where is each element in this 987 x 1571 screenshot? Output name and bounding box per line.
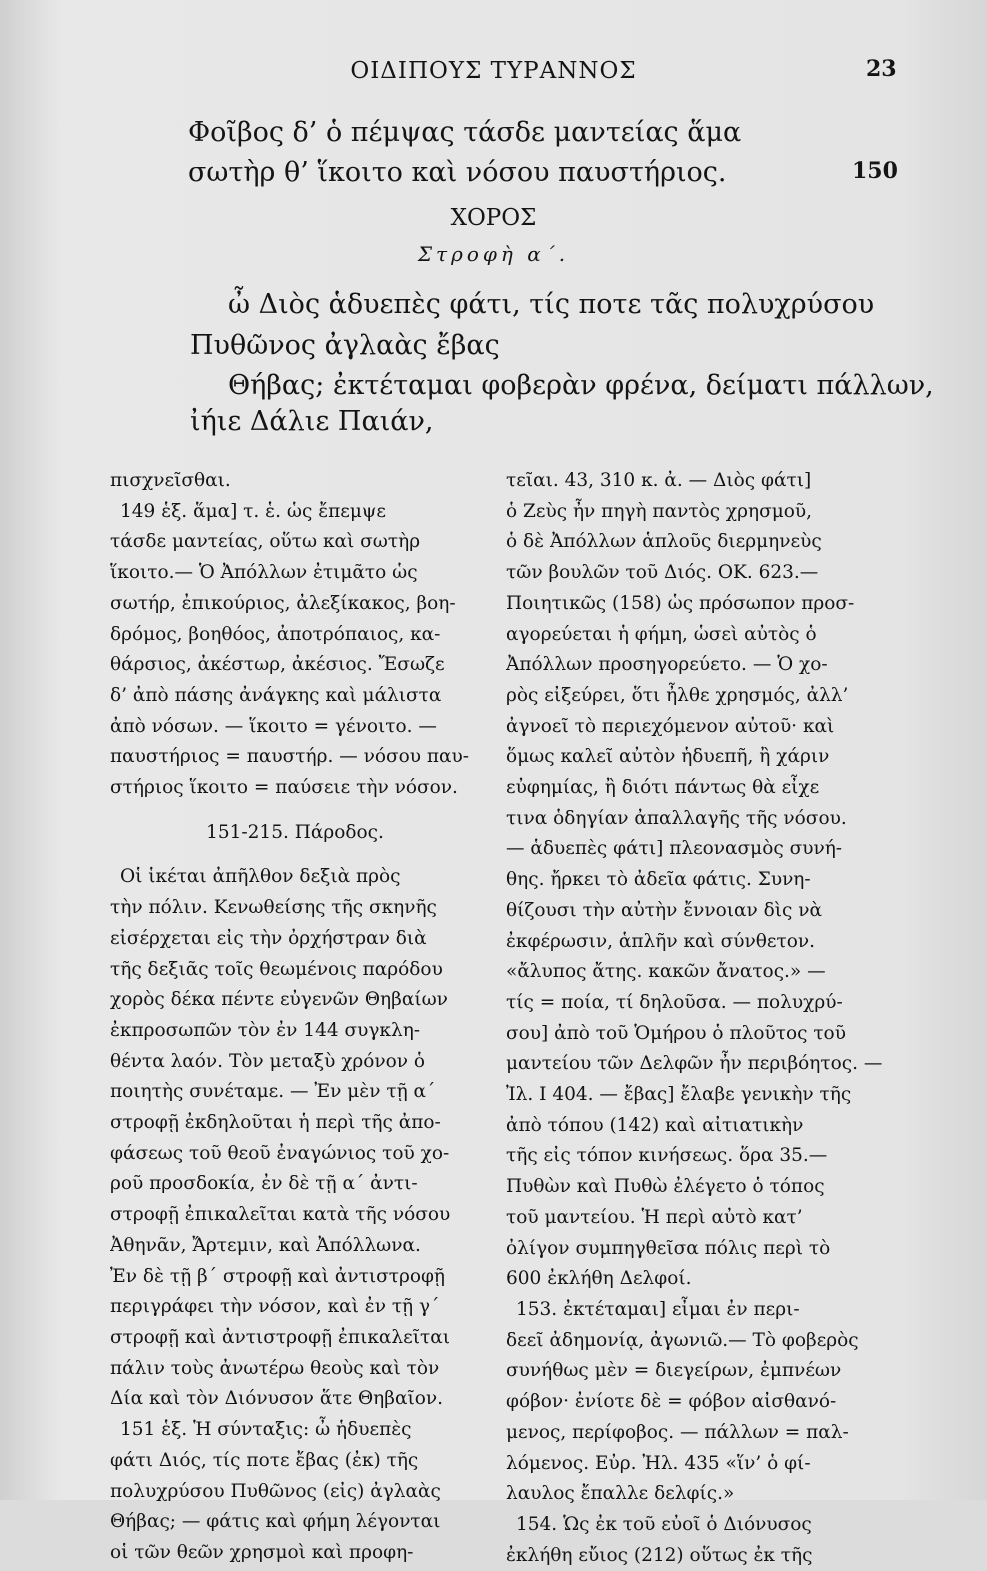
commentary-line: τάσδε μαντείας, οὕτω καὶ σωτὴρ <box>110 531 421 553</box>
commentary-line: σου] ἀπὸ τοῦ Ὁμήρου ὁ πλοῦτος τοῦ <box>506 1022 846 1044</box>
commentary-line: Θήβας; — φάτις καὶ φήμη λέγονται <box>110 1511 441 1533</box>
commentary-line: τῆς δεξιᾶς τοῖς θεωμένοις παρόδου <box>110 958 443 980</box>
strophe-heading: Στροφὴ α΄. <box>417 242 570 266</box>
commentary-line: αγορεύεται ἡ φήμη, ὡσεὶ αὐτὸς ὁ <box>506 623 817 645</box>
commentary-line: 149 ἑξ. ἅμα] τ. ἑ. ὡς ἔπεμψε <box>120 500 386 522</box>
commentary-line: δρόμος, βοηθόος, ἀποτρόπαιος, κα- <box>110 623 441 645</box>
commentary-line: ρὸς εἰξεύρει, ὅτι ἦλθε χρησμός, ἀλλ’ <box>506 684 849 706</box>
commentary-line: λόμενος. Εὐρ. Ἠλ. 435 «ἵν’ ὁ φί- <box>506 1452 811 1474</box>
commentary-line: πολυχρύσου Πυθῶνος (εἰς) ἀγλαὰς <box>110 1480 441 1502</box>
commentary-line: δεεῖ ἀδημονίᾳ, ἀγωνιῶ.— Τὸ φοβερὸς <box>506 1329 859 1351</box>
commentary-line: ποιητὴς συνέταμε. — Ἐν μὲν τῇ α΄ <box>110 1081 436 1103</box>
commentary-line: ἀγνοεῖ τὸ περιεχόμενον αὐτοῦ· καὶ <box>506 715 835 737</box>
commentary-line: ροῦ προσδοκία, ἐν δὲ τῇ α΄ ἀντι- <box>110 1173 418 1195</box>
commentary-line: χορὸς δέκα πέντε εὐγενῶν Θηβαίων <box>110 989 448 1011</box>
commentary-line: Οἱ ἱκέται ἀπῆλθον δεξιὰ πρὸς <box>120 866 401 888</box>
commentary-line: στροφῇ ἐπικαλεῖται κατὰ τῆς νόσου <box>110 1204 451 1226</box>
commentary-line: ὅμως καλεῖ αὐτὸν ἡδυεπῆ, ἢ χάριν <box>506 746 830 768</box>
commentary-line: Ἀπόλλων προσηγορεύετο. — Ὁ χο- <box>506 654 828 676</box>
commentary-line: Ἐν δὲ τῇ β΄ στροφῇ καὶ ἀντιστροφῇ <box>110 1265 446 1287</box>
verse-line-150: σωτὴρ θ’ ἵκοιτο καὶ νόσου παυστήριος. <box>188 157 727 188</box>
commentary-line: 151 ἑξ. Ἡ σύνταξις: ὦ ἡδυεπὲς <box>120 1419 412 1441</box>
running-title: ΟΙΔΙΠΟΥΣ ΤΥΡΑΝΝΟΣ <box>350 58 637 84</box>
commentary-line: στήριος ἵκοιτο = παύσειε τὴν νόσον. <box>110 777 458 799</box>
commentary-line: τεῖαι. 43, 310 κ. ἀ. — Διὸς φάτι] <box>506 470 812 491</box>
commentary-line: φάτι Διός, τίς ποτε ἔβας (ἐκ) τῆς <box>110 1449 419 1471</box>
chorus-heading: ΧΟΡΟΣ <box>450 205 537 231</box>
commentary-line: περιγράφει τὴν νόσον, καὶ ἐν τῇ γ΄ <box>110 1296 440 1318</box>
commentary-line: Ποιητικῶς (158) ὡς πρόσωπον προσ- <box>506 592 855 614</box>
commentary-line: τοῦ μαντείου. Ἡ περὶ αὐτὸ κατ’ <box>506 1206 803 1228</box>
commentary-line: ἐκπροσωπῶν τὸν ἐν 144 συγκλη- <box>110 1019 421 1041</box>
strophe-line-3: Θήβας; ἐκτέταμαι φοβερὰν φρένα, δείματι πάλλων, <box>228 370 934 401</box>
verse-line-number: 150 <box>852 158 898 184</box>
commentary-line: στροφῇ ἐκδηλοῦται ἡ περὶ τῆς ἀπο- <box>110 1112 441 1134</box>
commentary-line: μενος, περίφοβος. — πάλλων = παλ- <box>506 1421 849 1443</box>
commentary-line: δ’ ἀπὸ πάσης ἀνάγκης καὶ μάλιστα <box>110 684 442 706</box>
commentary-line: — ἁδυεπὲς φάτι] πλεονασμὸς συνή- <box>506 838 843 860</box>
commentary-left-column <box>110 466 480 1569</box>
commentary-line: «ἄλυπος ἄτης. κακῶν ἄνατος.» — <box>506 961 826 983</box>
commentary-line: θης. ἤρκει τὸ ἀδεῖα φάτις. Συνη- <box>506 869 811 891</box>
commentary-line: τινα ὁδηγίαν ἀπαλλαγῆς τῆς νόσου. <box>506 807 847 829</box>
commentary-line: ἐκλήθη εὔιος (212) οὕτως ἐκ τῆς <box>506 1544 813 1566</box>
commentary-line: ὁ δὲ Ἀπόλλων ἁπλοῦς διερμηνεὺς <box>506 531 822 553</box>
commentary-line: θέντα λαόν. Τὸν μεταξὺ χρόνον ὁ <box>110 1050 426 1072</box>
parodos-heading: 151-215. Πάροδος. <box>206 821 384 843</box>
commentary-line: σωτήρ, ἐπικούριος, ἀλεξίκακος, βοη- <box>110 592 456 614</box>
commentary-line: τὴν πόλιν. Κενωθείσης τῆς σκηνῆς <box>110 897 437 919</box>
page-number: 23 <box>866 56 897 82</box>
verse-line-149: Φοῖβος δ’ ὁ πέμψας τάσδε μαντείας ἅμα <box>188 117 742 148</box>
commentary-line: τῶν βουλῶν τοῦ Διός. ΟΚ. 623.— <box>506 562 819 584</box>
commentary-line: συνήθως μὲν = διεγείρων, ἐμπνέων <box>506 1360 842 1382</box>
commentary-line: στροφῇ καὶ ἀντιστροφῇ ἐπικαλεῖται <box>110 1326 450 1348</box>
commentary-line: θίζουσι τὴν αὐτὴν ἔννοιαν δὶς νὰ <box>506 899 822 921</box>
commentary-line: τῆς εἰς τόπον κινήσεως. ὅρα 35.— <box>506 1145 828 1167</box>
commentary-line: 600 ἐκλήθη Δελφοί. <box>506 1268 692 1290</box>
commentary-line: ἵκοιτο.— Ὁ Ἀπόλλων ἐτιμᾶτο ὡς <box>110 562 418 584</box>
commentary-line: Ἀθηνᾶν, Ἄρτεμιν, καὶ Ἀπόλλωνα. <box>110 1234 421 1256</box>
commentary-line: ἀπὸ τόπου (142) καὶ αἰτιατικὴν <box>506 1114 804 1136</box>
commentary-line: τίς = ποία, τί δηλοῦσα. — πολυχρύ- <box>506 991 843 1013</box>
commentary-line: Ἰλ. Ι 404. — ἔβας] ἔλαβε γενικὴν τῆς <box>506 1084 852 1106</box>
commentary-line: Πυθὼν καὶ Πυθὼ ἐλέγετο ὁ τόπος <box>506 1176 825 1198</box>
commentary-line: ὀλίγον συμπηγθεῖσα πόλις περὶ τὸ <box>506 1237 831 1259</box>
commentary-line: Δία καὶ τὸν Διόνυσον ἅτε Θηβαῖον. <box>110 1388 443 1410</box>
commentary-line: ὁ Ζεὺς ἦν πηγὴ παντὸς χρησμοῦ, <box>506 500 813 522</box>
commentary-line: 154. Ὡς ἐκ τοῦ εὐοῖ ὁ Διόνυσος <box>516 1513 812 1535</box>
commentary-line: εἰσέρχεται εἰς τὴν ὀρχήστραν διὰ <box>110 927 427 949</box>
commentary-line: φάσεως τοῦ θεοῦ ἐναγώνιος τοῦ χο- <box>110 1142 450 1164</box>
commentary-right-column <box>506 466 886 1571</box>
commentary-line: μαντείου τῶν Δελφῶν ἦν περιβόητος. — <box>506 1053 883 1075</box>
commentary-line: πισχνεῖσθαι. <box>110 470 231 491</box>
strophe-line-2: Πυθῶνος ἀγλαὰς ἔβας <box>190 330 500 361</box>
commentary-line: φόβον· ἐνίοτε δὲ = φόβον αἰσθανό- <box>506 1391 837 1413</box>
commentary-line: παυστήριος = παυστήρ. — νόσου παυ- <box>110 746 470 768</box>
commentary-line: λαυλος ἔπαλλε δελφίς.» <box>506 1483 735 1505</box>
strophe-line-1: ὦ Διὸς ἁδυεπὲς φάτι, τίς ποτε τᾶς πολυχρύσου <box>228 289 875 320</box>
commentary-line: ἀπὸ νόσων. — ἵκοιτο = γένοιτο. — <box>110 715 437 737</box>
commentary-line: ἐκφέρωσιν, ἁπλῆν καὶ σύνθετον. <box>506 930 815 952</box>
commentary-line: πάλιν τοὺς ἀνωτέρω θεοὺς καὶ τὸν <box>110 1357 440 1379</box>
strophe-line-4: ἰήιε Δάλιε Παιάν, <box>190 406 434 437</box>
commentary-line: εὐφημίας, ἢ διότι πάντως θὰ εἶχε <box>506 777 820 799</box>
commentary-line: θάρσιος, ἀκέστωρ, ἀκέσιος. Ἔσωζε <box>110 654 445 676</box>
commentary-line: οἱ τῶν θεῶν χρησμοὶ καὶ προφη- <box>110 1541 414 1563</box>
commentary-line: 153. ἐκτέταμαι] εἶμαι ἐν περι- <box>516 1298 800 1320</box>
